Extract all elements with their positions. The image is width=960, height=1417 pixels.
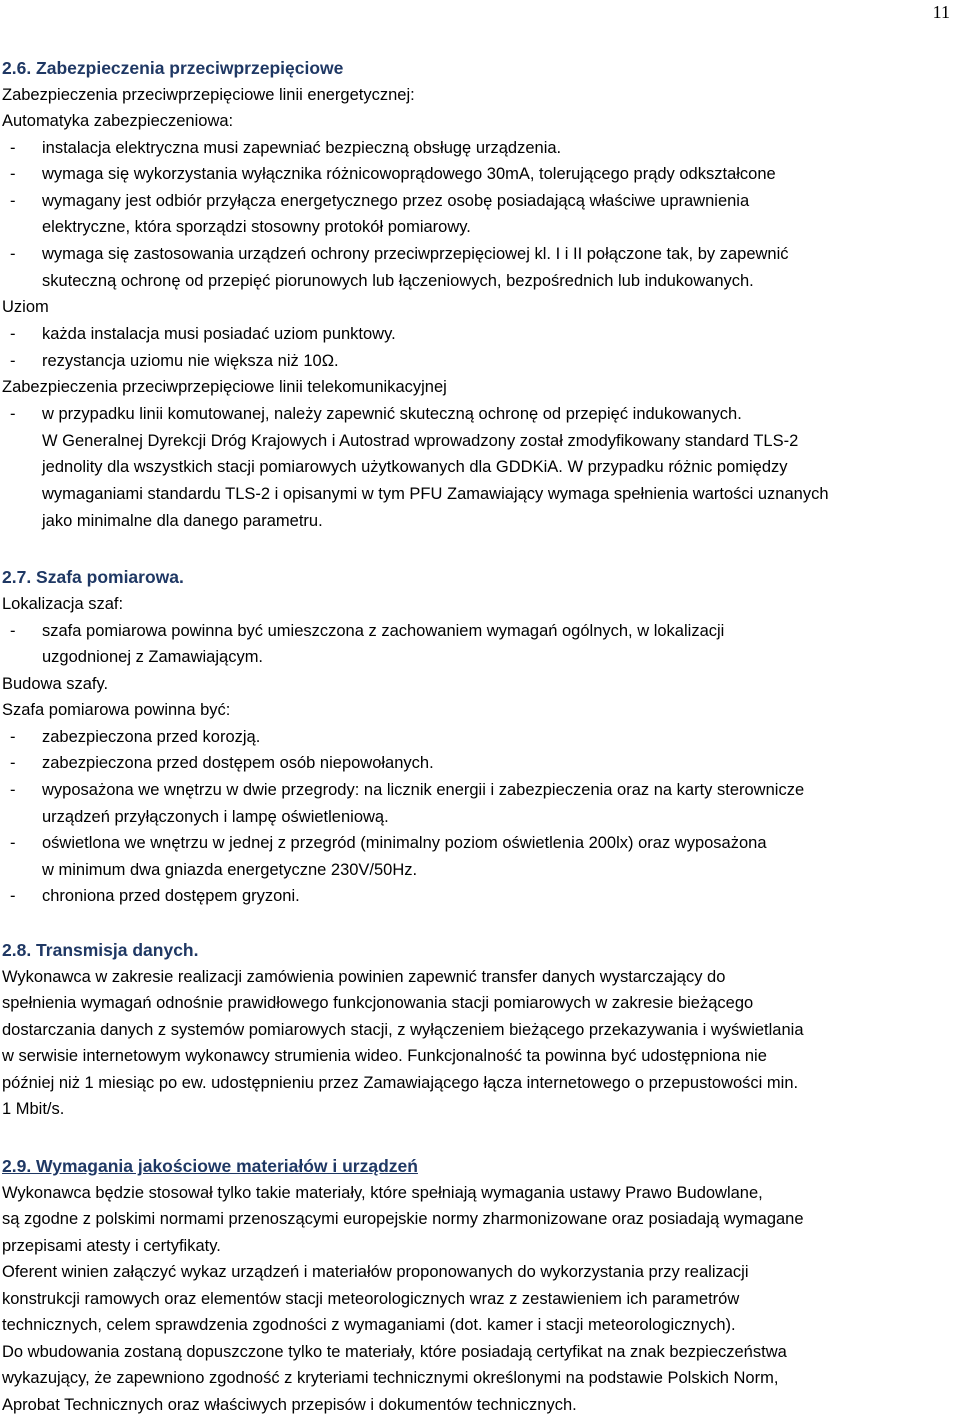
paragraph-line: Uziom <box>2 298 49 316</box>
paragraph-line: Szafa pomiarowa powinna być: <box>2 701 231 719</box>
page-number: 11 <box>932 2 950 22</box>
bullet-dash: - <box>10 834 16 852</box>
bullet-text: wymagany jest odbiór przyłącza energetycznego przez osobę posiadającą właściwe uprawnienia <box>42 192 750 210</box>
paragraph-line: konstrukcji ramowych oraz elementów stacji meteorologicznych wraz z zestawieniem ich parametrów <box>2 1290 740 1308</box>
section-heading: 2.7. Szafa pomiarowa. <box>2 567 184 587</box>
bullet-dash: - <box>10 352 16 370</box>
paragraph-line: Do wbudowania zostaną dopuszczone tylko te materiały, które posiadają certyfikat na znak bezpieczeństwa <box>2 1343 787 1361</box>
bullet-text: wymaga się zastosowania urządzeń ochrony przeciwprzepięciowej kl. I i II połączone tak, by zapewnić <box>42 245 789 263</box>
continuation-line: uzgodnionej z Zamawiającym. <box>42 648 264 666</box>
bullet-text: rezystancja uziomu nie większa niż 10Ω. <box>42 352 339 370</box>
paragraph-line: później niż 1 miesiąc po ew. udostępnieniu przez Zamawiającego łącza internetowego o przepustowości min. <box>2 1074 799 1092</box>
paragraph-line: są zgodne z polskimi normami przenoszącymi europejskie normy zharmonizowane oraz posiadają wymagane <box>2 1210 804 1228</box>
paragraph-line: technicznych, celem sprawdzenia zgodności z wymaganiami (dot. kamer i stacji meteorologicznych). <box>2 1316 736 1334</box>
bullet-text: chroniona przed dostępem gryzoni. <box>42 887 300 905</box>
paragraph-line: Aprobat Technicznych oraz właściwych przepisów i dokumentów technicznych. <box>2 1396 577 1414</box>
bullet-text: instalacja elektryczna musi zapewniać bezpieczną obsługę urządzenia. <box>42 139 562 157</box>
section-heading: 2.8. Transmisja danych. <box>2 940 199 960</box>
bullet-text: w przypadku linii komutowanej, należy zapewnić skuteczną ochronę od przepięć indukowanych. <box>42 405 742 423</box>
bullet-dash: - <box>10 245 16 263</box>
paragraph-line: w serwisie internetowym wykonawcy strumienia wideo. Funkcjonalność ta powinna być udostępniona nie <box>2 1047 767 1065</box>
paragraph-line: spełnienia wymagań odnośnie prawidłowego funkcjonowania stacji pomiarowych w zakresie bieżącego <box>2 994 754 1012</box>
continuation-line: urządzeń przyłączonych i lampę oświetleniową. <box>42 808 389 826</box>
continuation-line: w minimum dwa gniazda energetyczne 230V/50Hz. <box>42 861 418 879</box>
section-heading: 2.9. Wymagania jakościowe materiałów i urządzeń <box>2 1156 418 1176</box>
bullet-dash: - <box>10 325 16 343</box>
section-heading: 2.6. Zabezpieczenia przeciwprzepięciowe <box>2 58 344 78</box>
bullet-text: zabezpieczona przed dostępem osób niepowołanych. <box>42 754 434 772</box>
bullet-dash: - <box>10 165 16 183</box>
paragraph-line: wykazujący, że zapewniono zgodność z kryteriami technicznymi określonymi na podstawie Polskich Norm, <box>2 1369 779 1387</box>
continuation-line: wymaganiami standardu TLS-2 i opisanymi w tym PFU Zamawiający wymaga spełnienia wartości uznanych <box>42 485 829 503</box>
continuation-line: W Generalnej Dyrekcji Dróg Krajowych i Autostrad wprowadzony został zmodyfikowany standard TLS-2 <box>42 432 799 450</box>
bullet-dash: - <box>10 781 16 799</box>
bullet-text: wyposażona we wnętrzu w dwie przegrody: na licznik energii i zabezpieczenia oraz na karty sterownicze <box>42 781 805 799</box>
bullet-dash: - <box>10 887 16 905</box>
paragraph-line: Zabezpieczenia przeciwprzepięciowe linii telekomunikacyjnej <box>2 378 447 396</box>
bullet-text: wymaga się wykorzystania wyłącznika różnicowoprądowego 30mA, tolerującego prądy odkształcone <box>42 165 776 183</box>
paragraph-line: Oferent winien załączyć wykaz urządzeń i materiałów proponowanych do wykorzystania przy realizacji <box>2 1263 749 1281</box>
paragraph-line: przepisami atesty i certyfikaty. <box>2 1237 221 1255</box>
continuation-line: elektryczne, która sporządzi stosowny protokół pomiarowy. <box>42 218 471 236</box>
bullet-dash: - <box>10 139 16 157</box>
paragraph-line: Wykonawca będzie stosował tylko takie materiały, które spełniają wymagania ustawy Prawo Budowlane, <box>2 1184 763 1202</box>
paragraph-line: 1 Mbit/s. <box>2 1100 65 1118</box>
paragraph-line: Lokalizacja szaf: <box>2 595 124 613</box>
bullet-text: szafa pomiarowa powinna być umieszczona z zachowaniem wymagań ogólnych, w lokalizacji <box>42 622 725 640</box>
bullet-dash: - <box>10 192 16 210</box>
bullet-dash: - <box>10 405 16 423</box>
bullet-dash: - <box>10 728 16 746</box>
continuation-line: skuteczną ochronę od przepięć piorunowych lub łączeniowych, bezpośrednich lub indukowanych. <box>42 272 754 290</box>
bullet-dash: - <box>10 622 16 640</box>
paragraph-line: dostarczania danych z systemów pomiarowych stacji, z wyłączeniem bieżącego przekazywania i wyświetlania <box>2 1021 804 1039</box>
paragraph-line: Automatyka zabezpieczeniowa: <box>2 112 234 130</box>
continuation-line: jednolity dla wszystkich stacji pomiarowych użytkowanych dla GDDKiA. W przypadku różnic pomiędzy <box>42 458 788 476</box>
bullet-text: zabezpieczona przed korozją. <box>42 728 261 746</box>
bullet-dash: - <box>10 754 16 772</box>
paragraph-line: Zabezpieczenia przeciwprzepięciowe linii energetycznej: <box>2 86 415 104</box>
paragraph-line: Wykonawca w zakresie realizacji zamówienia powinien zapewnić transfer danych wystarczający do <box>2 968 726 986</box>
bullet-text: każda instalacja musi posiadać uziom punktowy. <box>42 325 396 343</box>
continuation-line: jako minimalne dla danego parametru. <box>42 512 323 530</box>
bullet-text: oświetlona we wnętrzu w jednej z przegród (minimalny poziom oświetlenia 200lx) oraz wyposażona <box>42 834 767 852</box>
paragraph-line: Budowa szafy. <box>2 675 109 693</box>
